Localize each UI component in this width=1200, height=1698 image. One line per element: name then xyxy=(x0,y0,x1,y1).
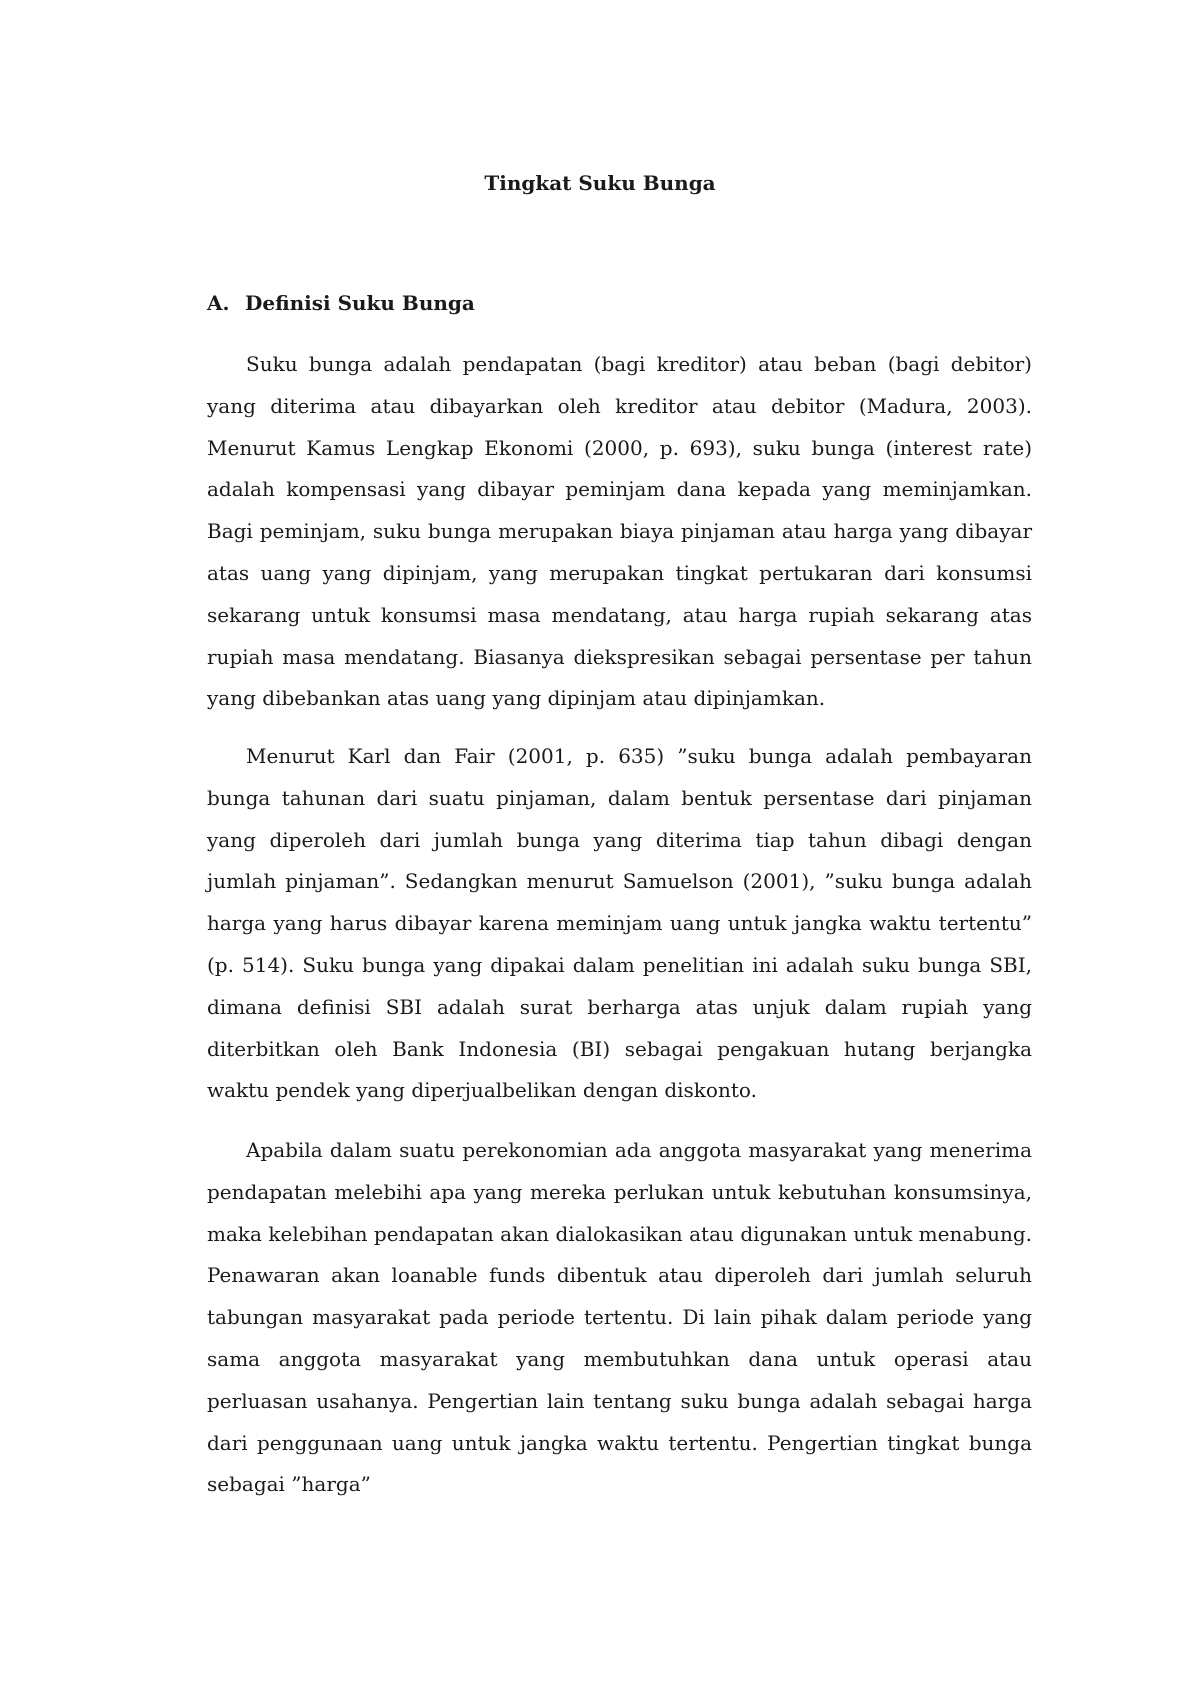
document-title: Tingkat Suku Bunga xyxy=(484,171,716,195)
paragraph-loanable-funds: Apabila dalam suatu perekonomian ada anggota masyarakat yang menerima pendapatan melebihi apa yang mereka perlukan untuk kebutuhan konsumsinya, maka kelebihan pendapatan akan dialokasikan atau digunakan untuk menabung. Penawaran akan loanable funds dibentuk atau diperoleh dari jumlah seluruh tabungan masyarakat pada periode tertentu. Di lain pihak dalam periode yang sama anggota masyarakat yang membutuhkan dana untuk operasi atau perluasan usahanya. Pengertian lain tentang suku bunga adalah sebagai harga dari penggunaan uang untuk jangka waktu tertentu. Pengertian tingkat bunga sebagai ”harga” xyxy=(207,1138,1032,1497)
section-heading xyxy=(207,290,475,316)
paragraph-karl-fair-samuelson: Menurut Karl dan Fair (2001, p. 635) ”suku bunga adalah pembayaran bunga tahunan dari suatu pinjaman, dalam bentuk persentase dari pinjaman yang diperoleh dari jumlah bunga yang diterima tiap tahun dibagi dengan jumlah pinjaman”. Sedangkan menurut Samuelson (2001), ”suku bunga adalah harga yang harus dibayar karena meminjam uang untuk jangka waktu tertentu” (p. 514). Suku bunga yang dipakai dalam penelitian ini adalah suku bunga SBI, dimana definisi SBI adalah surat berharga atas unjuk dalam rupiah yang diterbitkan oleh Bank Indonesia (BI) sebagai pengakuan hutang berjangka waktu pendek yang diperjualbelikan dengan diskonto. xyxy=(207,744,1032,1103)
section-number: A. xyxy=(207,291,230,315)
section-heading-text: Definisi Suku Bunga xyxy=(245,291,475,315)
paragraph-definition: Suku bunga adalah pendapatan (bagi kreditor) atau beban (bagi debitor) yang diterima atau dibayarkan oleh kreditor atau debitor (Madura, 2003). Menurut Kamus Lengkap Ekonomi (2000, p. 693), suku bunga (interest rate) adalah kompensasi yang dibayar peminjam dana kepada yang meminjamkan. Bagi peminjam, suku bunga merupakan biaya pinjaman atau harga yang dibayar atas uang yang dipinjam, yang merupakan tingkat pertukaran dari konsumsi sekarang untuk konsumsi masa mendatang, atau harga rupiah sekarang atas rupiah masa mendatang. Biasanya diekspresikan sebagai persentase per tahun yang dibebankan atas uang yang dipinjam atau dipinjamkan. xyxy=(207,352,1032,711)
